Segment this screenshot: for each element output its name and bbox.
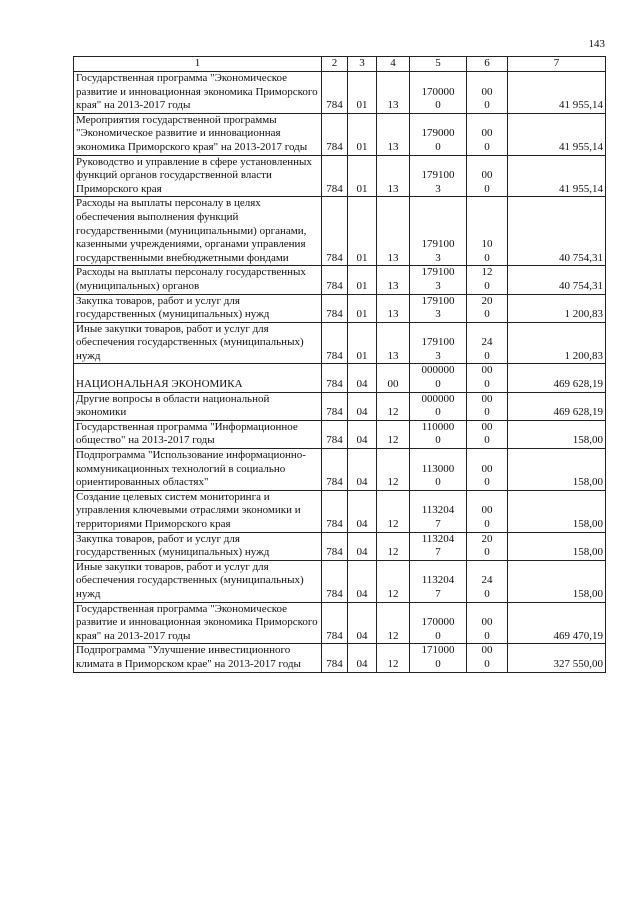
amount-cell: 158,00 bbox=[508, 449, 606, 491]
target-article-cell bbox=[410, 197, 467, 266]
expense-type-cell bbox=[467, 266, 508, 294]
admin-code-cell: 784 bbox=[322, 392, 348, 420]
table-row bbox=[74, 113, 606, 155]
expense-type-cell bbox=[467, 532, 508, 560]
target-article-part: 171000 bbox=[421, 644, 455, 657]
target-article-cell bbox=[410, 602, 467, 644]
row-name-cell: Создание целевых систем мониторинга и управления ключевыми отраслями экономики и территориями Приморского края bbox=[74, 490, 322, 532]
expense-type-cell bbox=[467, 602, 508, 644]
target-article-part: 113000 bbox=[421, 462, 455, 475]
target-article-part: 7 bbox=[435, 587, 441, 600]
expense-type-part: 0 bbox=[484, 182, 490, 195]
row-name-cell: Иные закупки товаров, работ и услуг для обеспечения государственных (муниципальных) нужд bbox=[74, 560, 322, 602]
section-cell: 01 bbox=[348, 322, 377, 364]
expense-type-part: 0 bbox=[484, 587, 490, 600]
target-article-part: 113204 bbox=[421, 574, 455, 587]
budget-table bbox=[73, 56, 606, 673]
section-cell: 04 bbox=[348, 532, 377, 560]
table-row bbox=[74, 420, 606, 448]
target-article-part: 170000 bbox=[421, 616, 455, 629]
column-header: 1 bbox=[74, 57, 322, 72]
amount-cell: 1 200,83 bbox=[508, 322, 606, 364]
row-name-cell: Государственная программа "Экономическое развитие и инновационная экономика Приморского края" на 2013-2017 годы bbox=[74, 72, 322, 114]
expense-type-part: 00 bbox=[481, 392, 493, 405]
subsection-cell: 12 bbox=[377, 490, 410, 532]
subsection-cell: 13 bbox=[377, 266, 410, 294]
amount-cell: 1 200,83 bbox=[508, 294, 606, 322]
target-article-part: 179100 bbox=[421, 336, 455, 349]
row-name-cell: НАЦИОНАЛЬНАЯ ЭКОНОМИКА bbox=[74, 364, 322, 392]
table-row bbox=[74, 72, 606, 114]
amount-cell: 158,00 bbox=[508, 420, 606, 448]
section-cell: 04 bbox=[348, 560, 377, 602]
column-header: 3 bbox=[348, 57, 377, 72]
target-article-part: 000000 bbox=[421, 364, 455, 377]
section-cell: 04 bbox=[348, 490, 377, 532]
row-name-cell: Расходы на выплаты персоналу государственных (муниципальных) органов bbox=[74, 266, 322, 294]
subsection-cell: 13 bbox=[377, 197, 410, 266]
page-number: 143 bbox=[588, 38, 605, 50]
subsection-cell: 13 bbox=[377, 322, 410, 364]
column-header: 5 bbox=[410, 57, 467, 72]
admin-code-cell: 784 bbox=[322, 113, 348, 155]
expense-type-part: 0 bbox=[484, 378, 490, 391]
admin-code-cell: 784 bbox=[322, 364, 348, 392]
admin-code-cell: 784 bbox=[322, 322, 348, 364]
admin-code-cell: 784 bbox=[322, 560, 348, 602]
admin-code-cell: 784 bbox=[322, 532, 348, 560]
target-article-cell bbox=[410, 294, 467, 322]
amount-cell: 469 628,19 bbox=[508, 392, 606, 420]
subsection-cell: 12 bbox=[377, 392, 410, 420]
section-cell: 04 bbox=[348, 449, 377, 491]
row-name-cell: Другие вопросы в области национальной экономики bbox=[74, 392, 322, 420]
expense-type-part: 00 bbox=[481, 364, 493, 377]
column-header: 7 bbox=[508, 57, 606, 72]
expense-type-part: 0 bbox=[484, 251, 490, 264]
target-article-cell bbox=[410, 449, 467, 491]
expense-type-cell bbox=[467, 322, 508, 364]
subsection-cell: 12 bbox=[377, 532, 410, 560]
expense-type-part: 0 bbox=[484, 308, 490, 321]
row-name-cell: Закупка товаров, работ и услуг для государственных (муниципальных) нужд bbox=[74, 294, 322, 322]
expense-type-part: 0 bbox=[484, 546, 490, 559]
expense-type-part: 00 bbox=[481, 504, 493, 517]
expense-type-part: 00 bbox=[481, 85, 493, 98]
section-cell: 01 bbox=[348, 72, 377, 114]
expense-type-part: 0 bbox=[484, 406, 490, 419]
expense-type-cell bbox=[467, 449, 508, 491]
admin-code-cell: 784 bbox=[322, 155, 348, 197]
expense-type-cell bbox=[467, 294, 508, 322]
row-name-cell: Подпрограмма "Использование информационно-коммуникационных технологий в социально ориентированных областях" bbox=[74, 449, 322, 491]
column-header: 2 bbox=[322, 57, 348, 72]
expense-type-part: 20 bbox=[481, 294, 493, 307]
subsection-cell: 13 bbox=[377, 72, 410, 114]
amount-cell: 40 754,31 bbox=[508, 266, 606, 294]
expense-type-part: 20 bbox=[481, 532, 493, 545]
subsection-cell: 13 bbox=[377, 113, 410, 155]
section-cell: 01 bbox=[348, 197, 377, 266]
section-cell: 01 bbox=[348, 113, 377, 155]
expense-type-cell bbox=[467, 392, 508, 420]
table-body bbox=[74, 72, 606, 673]
target-article-part: 3 bbox=[435, 251, 441, 264]
subsection-cell: 12 bbox=[377, 644, 410, 672]
column-header: 4 bbox=[377, 57, 410, 72]
expense-type-part: 00 bbox=[481, 644, 493, 657]
admin-code-cell: 784 bbox=[322, 490, 348, 532]
expense-type-part: 0 bbox=[484, 476, 490, 489]
row-name-cell: Подпрограмма "Улучшение инвестиционного климата в Приморском крае" на 2013-2017 годы bbox=[74, 644, 322, 672]
expense-type-part: 12 bbox=[481, 266, 493, 279]
target-article-part: 3 bbox=[435, 308, 441, 321]
target-article-cell bbox=[410, 72, 467, 114]
amount-cell: 158,00 bbox=[508, 532, 606, 560]
subsection-cell: 12 bbox=[377, 602, 410, 644]
expense-type-part: 0 bbox=[484, 140, 490, 153]
admin-code-cell: 784 bbox=[322, 420, 348, 448]
expense-type-part: 0 bbox=[484, 99, 490, 112]
amount-cell: 158,00 bbox=[508, 560, 606, 602]
expense-type-part: 0 bbox=[484, 279, 490, 292]
admin-code-cell: 784 bbox=[322, 602, 348, 644]
subsection-cell: 12 bbox=[377, 420, 410, 448]
target-article-part: 179000 bbox=[421, 127, 455, 140]
target-article-part: 3 bbox=[435, 349, 441, 362]
target-article-part: 3 bbox=[435, 279, 441, 292]
row-name-cell: Руководство и управление в сфере установленных функций органов государственной власти Приморского края bbox=[74, 155, 322, 197]
expense-type-cell bbox=[467, 364, 508, 392]
expense-type-part: 00 bbox=[481, 169, 493, 182]
target-article-part: 170000 bbox=[421, 85, 455, 98]
subsection-cell: 00 bbox=[377, 364, 410, 392]
table-row bbox=[74, 532, 606, 560]
target-article-part: 0 bbox=[435, 434, 441, 447]
expense-type-part: 24 bbox=[481, 336, 493, 349]
expense-type-cell bbox=[467, 72, 508, 114]
expense-type-cell bbox=[467, 420, 508, 448]
expense-type-cell bbox=[467, 197, 508, 266]
target-article-cell bbox=[410, 392, 467, 420]
expense-type-part: 0 bbox=[484, 349, 490, 362]
expense-type-part: 00 bbox=[481, 127, 493, 140]
target-article-part: 113204 bbox=[421, 532, 455, 545]
expense-type-part: 0 bbox=[484, 657, 490, 670]
table-row bbox=[74, 294, 606, 322]
expense-type-cell bbox=[467, 644, 508, 672]
table-row bbox=[74, 392, 606, 420]
target-article-cell bbox=[410, 266, 467, 294]
amount-cell: 469 470,19 bbox=[508, 602, 606, 644]
table-row bbox=[74, 197, 606, 266]
expense-type-cell bbox=[467, 490, 508, 532]
section-cell: 01 bbox=[348, 266, 377, 294]
target-article-part: 0 bbox=[435, 99, 441, 112]
target-article-part: 179100 bbox=[421, 169, 455, 182]
amount-cell: 40 754,31 bbox=[508, 197, 606, 266]
subsection-cell: 12 bbox=[377, 449, 410, 491]
expense-type-part: 00 bbox=[481, 420, 493, 433]
section-cell: 04 bbox=[348, 602, 377, 644]
expense-type-part: 00 bbox=[481, 462, 493, 475]
target-article-cell bbox=[410, 532, 467, 560]
row-name-cell: Мероприятия государственной программы "Экономическое развитие и инновационная экономика Приморского края" на 2013-2017 годы bbox=[74, 113, 322, 155]
amount-cell: 469 628,19 bbox=[508, 364, 606, 392]
target-article-part: 113204 bbox=[421, 504, 455, 517]
target-article-part: 0 bbox=[435, 140, 441, 153]
row-name-cell: Закупка товаров, работ и услуг для государственных (муниципальных) нужд bbox=[74, 532, 322, 560]
subsection-cell: 13 bbox=[377, 155, 410, 197]
target-article-cell bbox=[410, 113, 467, 155]
expense-type-part: 0 bbox=[484, 629, 490, 642]
table-header-row bbox=[74, 57, 606, 72]
admin-code-cell: 784 bbox=[322, 197, 348, 266]
amount-cell: 41 955,14 bbox=[508, 72, 606, 114]
target-article-cell bbox=[410, 490, 467, 532]
table-row bbox=[74, 560, 606, 602]
amount-cell: 41 955,14 bbox=[508, 113, 606, 155]
target-article-part: 110000 bbox=[421, 420, 455, 433]
target-article-part: 000000 bbox=[421, 392, 455, 405]
expense-type-part: 0 bbox=[484, 434, 490, 447]
section-cell: 01 bbox=[348, 294, 377, 322]
row-name-cell: Расходы на выплаты персоналу в целях обеспечения выполнения функций государственными (муниципальными) органами, казенными учреждениями, органами управления государственными внебюджетными фондами bbox=[74, 197, 322, 266]
expense-type-part: 00 bbox=[481, 616, 493, 629]
subsection-cell: 12 bbox=[377, 560, 410, 602]
target-article-part: 179100 bbox=[421, 238, 455, 251]
target-article-part: 0 bbox=[435, 629, 441, 642]
target-article-part: 0 bbox=[435, 657, 441, 670]
row-name-cell: Государственная программа "Информационное общество" на 2013-2017 годы bbox=[74, 420, 322, 448]
subsection-cell: 13 bbox=[377, 294, 410, 322]
table-row bbox=[74, 449, 606, 491]
table-row bbox=[74, 266, 606, 294]
target-article-part: 7 bbox=[435, 518, 441, 530]
section-cell: 04 bbox=[348, 364, 377, 392]
table-row bbox=[74, 364, 606, 392]
target-article-cell bbox=[410, 322, 467, 364]
admin-code-cell: 784 bbox=[322, 266, 348, 294]
section-cell: 04 bbox=[348, 392, 377, 420]
target-article-part: 0 bbox=[435, 406, 441, 419]
target-article-cell bbox=[410, 155, 467, 197]
amount-cell: 158,00 bbox=[508, 490, 606, 532]
section-cell: 04 bbox=[348, 420, 377, 448]
target-article-part: 0 bbox=[435, 378, 441, 391]
target-article-part: 0 bbox=[435, 476, 441, 489]
target-article-cell bbox=[410, 420, 467, 448]
table-row bbox=[74, 155, 606, 197]
admin-code-cell: 784 bbox=[322, 644, 348, 672]
target-article-cell bbox=[410, 560, 467, 602]
expense-type-part: 0 bbox=[484, 518, 490, 530]
target-article-part: 179100 bbox=[421, 294, 455, 307]
expense-type-cell bbox=[467, 560, 508, 602]
amount-cell: 327 550,00 bbox=[508, 644, 606, 672]
expense-type-part: 24 bbox=[481, 574, 493, 587]
row-name-cell: Иные закупки товаров, работ и услуг для обеспечения государственных (муниципальных) нужд bbox=[74, 322, 322, 364]
expense-type-part: 10 bbox=[481, 238, 493, 251]
admin-code-cell: 784 bbox=[322, 449, 348, 491]
target-article-part: 7 bbox=[435, 546, 441, 559]
target-article-cell bbox=[410, 364, 467, 392]
column-header: 6 bbox=[467, 57, 508, 72]
section-cell: 04 bbox=[348, 644, 377, 672]
target-article-part: 3 bbox=[435, 182, 441, 195]
table-row bbox=[74, 322, 606, 364]
expense-type-cell bbox=[467, 113, 508, 155]
section-cell: 01 bbox=[348, 155, 377, 197]
expense-type-cell bbox=[467, 155, 508, 197]
table-row bbox=[74, 490, 606, 532]
amount-cell: 41 955,14 bbox=[508, 155, 606, 197]
row-name-cell: Государственная программа "Экономическое развитие и инновационная экономика Приморского края" на 2013-2017 годы bbox=[74, 602, 322, 644]
target-article-part: 179100 bbox=[421, 266, 455, 279]
admin-code-cell: 784 bbox=[322, 294, 348, 322]
admin-code-cell: 784 bbox=[322, 72, 348, 114]
table-row bbox=[74, 644, 606, 672]
table-row bbox=[74, 602, 606, 644]
target-article-cell bbox=[410, 644, 467, 672]
